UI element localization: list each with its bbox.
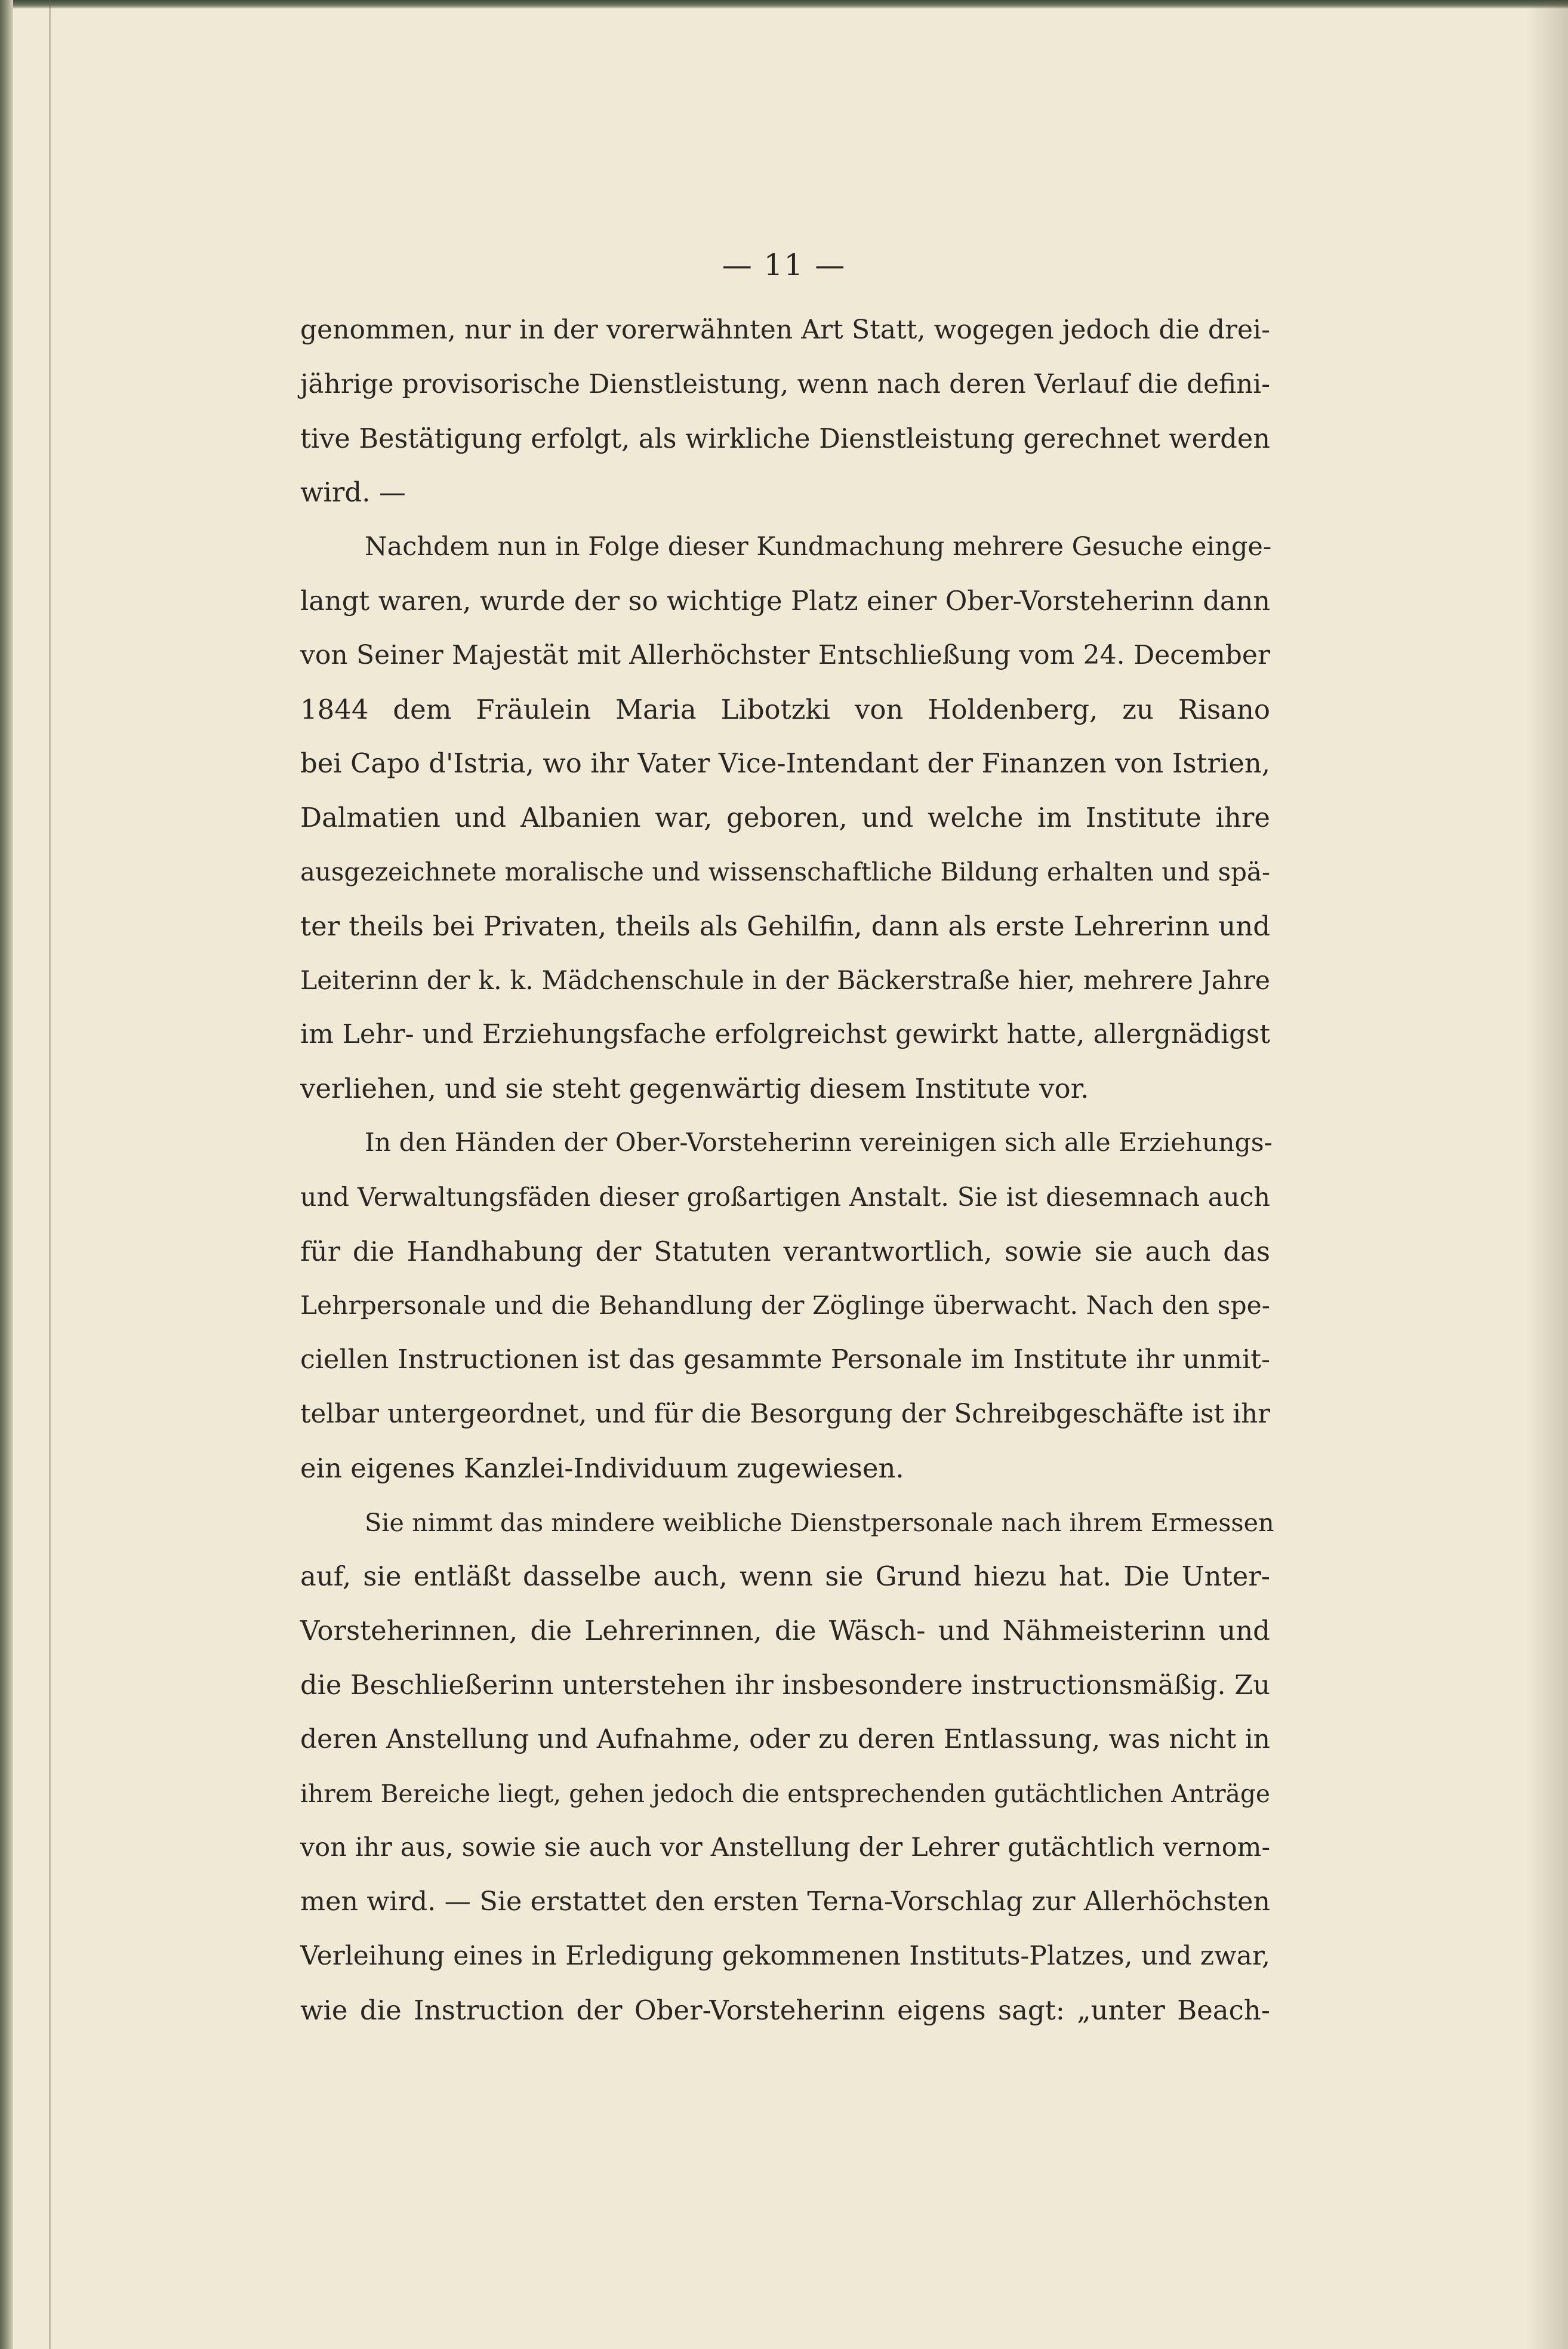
text-line: ciellen Instructionen ist das gesammte Personale im Institute ihr unmit- [300, 1344, 1270, 1375]
text-line: Vorsteherinnen, die Lehrerinnen, die Wäsch- und Nähmeisterinn und [300, 1615, 1270, 1647]
page-right-shadow [1526, 0, 1568, 2349]
text-line: die Beschließerinn unterstehen ihr insbesondere instructionsmäßig. Zu [300, 1669, 1270, 1701]
page-number: — 11 — [722, 248, 846, 282]
text-line: bei Capo d'Istria, wo ihr Vater Vice-Intendant der Finanzen von Istrien, [300, 747, 1270, 780]
binding-gutter-line [49, 0, 51, 2349]
text-line: verliehen, und sie steht gegenwärtig diesem Institute vor. [300, 1073, 1089, 1105]
text-line: Dalmatien und Albanien war, geboren, und welche im Institute ihre [300, 802, 1270, 834]
text-line: ihrem Bereiche liegt, gehen jedoch die entsprechenden gutächtlichen Anträge [300, 1779, 1270, 1808]
text-line: von ihr aus, sowie sie auch vor Anstellung der Lehrer gutächtlich vernom- [300, 1833, 1270, 1863]
text-line: jährige provisorische Dienstleistung, wenn nach deren Verlauf die defini- [300, 368, 1270, 399]
text-line: ein eigenes Kanzlei-Individuum zugewiesen. [300, 1452, 904, 1484]
text-line: wie die Instruction der Ober-Vorsteherinn eigens sagt: „unter Beach- [300, 1994, 1270, 2026]
text-line: 1844 dem Fräulein Maria Libotzki von Holdenberg, zu Risano [300, 693, 1270, 725]
paragraph-start-line: In den Händen der Ober-Vorsteherinn vereinigen sich alle Erziehungs- [365, 1128, 1273, 1157]
text-line: Leiterinn der k. k. Mädchenschule in der Bäckerstraße hier, mehrere Jahre [300, 965, 1270, 996]
text-line: genommen, nur in der vorerwähnten Art Statt, wogegen jedoch die drei- [300, 315, 1270, 345]
text-line: für die Handhabung der Statuten verantwortlich, sowie sie auch das [300, 1235, 1270, 1267]
body-text [300, 303, 1274, 2038]
paragraph-start-line: Nachdem nun in Folge dieser Kundmachung mehrere Gesuche einge- [365, 532, 1272, 562]
text-line: und Verwaltungsfäden dieser großartigen Anstalt. Sie ist diesemnach auch [300, 1182, 1270, 1212]
text-line: langt waren, wurde der so wichtige Platz einer Ober-Vorsteherinn dann [300, 585, 1270, 617]
text-line: auf, sie entläßt dasselbe auch, wenn sie Grund hiezu hat. Die Unter- [300, 1560, 1270, 1593]
text-line: Lehrpersonale und die Behandlung der Zöglinge überwacht. Nach den spe- [300, 1291, 1270, 1320]
text-line: wird. — [300, 476, 406, 509]
page-binding-edge [0, 0, 13, 2349]
page-top-edge [0, 0, 1568, 8]
text-line: deren Anstellung und Aufnahme, oder zu deren Entlassung, was nicht in [300, 1723, 1270, 1754]
text-line: ter theils bei Privaten, theils als Gehilfin, dann als erste Lehrerinn und [300, 910, 1270, 942]
text-line: telbar untergeordnet, und für die Besorgung der Schreibgeschäfte ist ihr [300, 1399, 1270, 1429]
paragraph-start-line: Sie nimmt das mindere weibliche Dienstpersonale nach ihrem Ermessen [365, 1508, 1274, 1537]
text-line: von Seiner Majestät mit Allerhöchster Entschließung vom 24. December [300, 639, 1270, 670]
text-line: tive Bestätigung erfolgt, als wirkliche Dienstleistung gerechnet werden [300, 423, 1270, 454]
text-line: men wird. — Sie erstattet den ersten Terna-Vorschlag zur Allerhöchsten [300, 1886, 1270, 1917]
text-line: im Lehr- und Erziehungsfache erfolgreichst gewirkt hatte, allergnädigst [300, 1019, 1270, 1050]
text-line: Verleihung eines in Erledigung gekommenen Instituts-Platzes, und zwar, [300, 1940, 1270, 1971]
text-line: ausgezeichnete moralische und wissenschaftliche Bildung erhalten und spä- [300, 857, 1270, 886]
